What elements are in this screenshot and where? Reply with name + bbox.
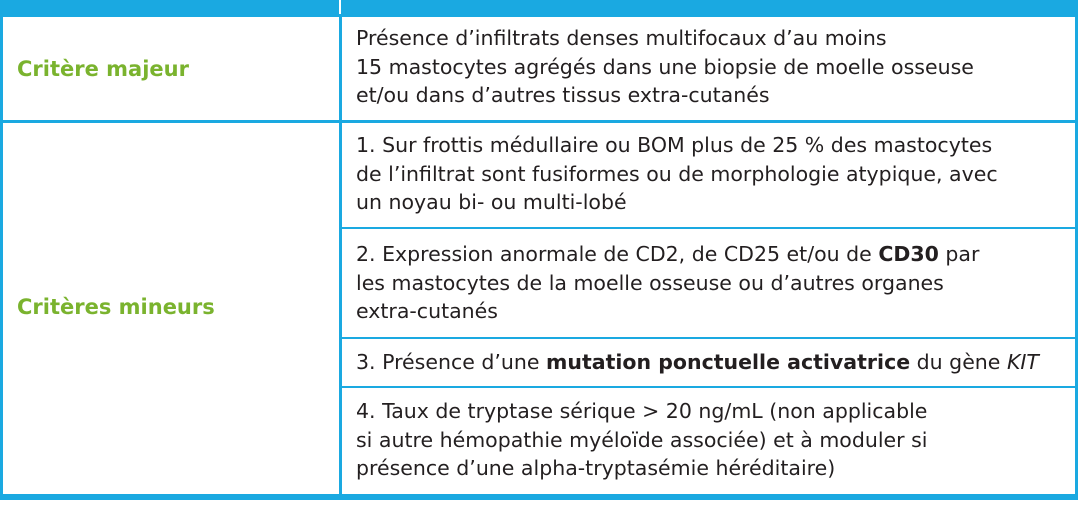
minor-criterion-line: si autre hémopathie myéloïde associée) et à moduler si bbox=[356, 427, 928, 452]
major-criterion-line: Présence d’infiltrats denses multifocaux d’au moins bbox=[356, 26, 887, 50]
row-divider-bottom bbox=[0, 494, 1078, 497]
mutation-bold: mutation ponctuelle activatrice bbox=[546, 350, 911, 374]
major-criterion-text bbox=[356, 24, 1071, 110]
text-segment: 3. Présence d’une bbox=[356, 350, 546, 374]
text-segment: par bbox=[938, 242, 980, 266]
minor-criterion-line: 1. Sur frottis médullaire ou BOM plus de 25 % des mastocytes bbox=[356, 133, 993, 157]
minor-criterion-4 bbox=[356, 397, 1071, 483]
minor-criterion-2 bbox=[356, 240, 1071, 326]
minor-criterion-line: les mastocytes de la moelle osseuse ou d’autres organes bbox=[356, 270, 944, 295]
major-criterion-line: 15 mastocytes agrégés dans une biopsie de moelle osseuse bbox=[356, 54, 974, 79]
minor-criterion-line bbox=[356, 240, 1071, 269]
row-divider-minor-3 bbox=[342, 386, 1078, 388]
row-divider-minor-1 bbox=[342, 227, 1078, 229]
cd30-bold: CD30 bbox=[878, 242, 939, 266]
row-divider-major-minor bbox=[0, 120, 1078, 123]
minor-criterion-line bbox=[356, 348, 1071, 377]
major-criterion-line: et/ou dans d’autres tissus extra-cutanés bbox=[356, 83, 770, 107]
minor-criterion-line: de l’infiltrat sont fusiformes ou de morphologie atypique, avec bbox=[356, 161, 998, 186]
kit-italic: KIT bbox=[1006, 350, 1039, 374]
text-segment: du gène bbox=[910, 350, 1007, 374]
minor-criteria-label: Critères mineurs bbox=[17, 295, 215, 319]
major-criterion-label: Critère majeur bbox=[17, 57, 189, 81]
minor-criterion-1 bbox=[356, 131, 1071, 217]
minor-criterion-line: présence d’une alpha-tryptasémie héréditaire) bbox=[356, 456, 836, 480]
row-divider-minor-2 bbox=[342, 337, 1078, 339]
minor-criterion-line: extra-cutanés bbox=[356, 299, 498, 323]
minor-criterion-line: 4. Taux de tryptase sérique > 20 ng/mL (non applicable bbox=[356, 399, 928, 423]
text-segment: 2. Expression anormale de CD2, de CD25 et/ou de bbox=[356, 242, 879, 266]
minor-criterion-3 bbox=[356, 348, 1071, 377]
minor-criterion-line: un noyau bi- ou multi-lobé bbox=[356, 190, 627, 214]
row-divider-top bbox=[0, 14, 1078, 17]
column-divider bbox=[339, 14, 342, 497]
